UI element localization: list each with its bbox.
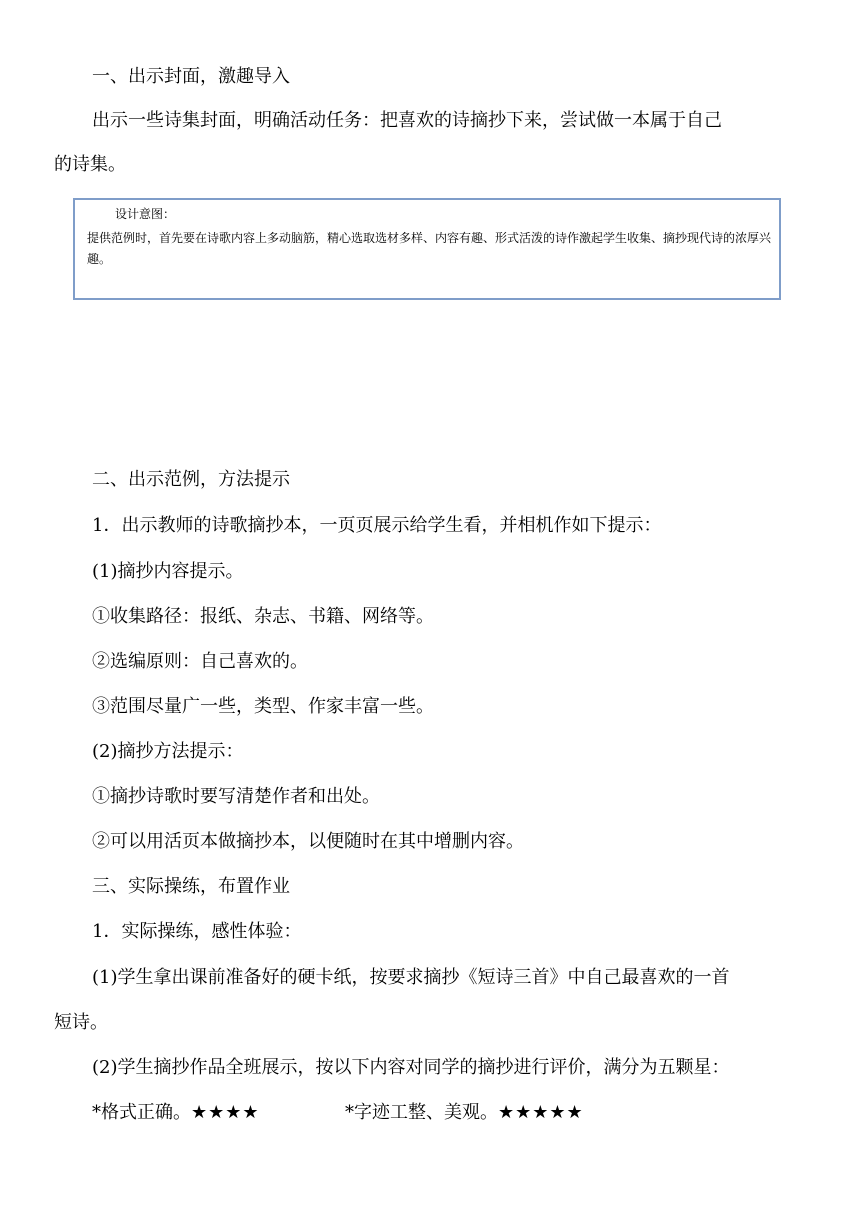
section2-sub1-c: ③范围尽量广一些，类型、作家丰富一些。 [92, 696, 434, 717]
design-note-title: 设计意图： [115, 207, 176, 221]
section2-item1: 1．出示教师的诗歌摘抄本，一页页展示给学生看，并相机作如下提示： [92, 515, 662, 536]
section2-sub1-a: ①收集路径：报纸、杂志、书籍、网络等。 [92, 606, 434, 627]
section3-item1: 1．实际操练，感性体验： [92, 921, 302, 942]
section3-heading: 三、实际操练，布置作业 [92, 876, 290, 897]
section2-sub1-b: ②选编原则：自己喜欢的。 [92, 651, 308, 672]
section1-heading: 一、出示封面，激趣导入 [92, 66, 290, 87]
section2-sub2: (2)摘抄方法提示： [92, 741, 244, 762]
section1-paragraph-line2: 的诗集。 [54, 154, 126, 175]
criteria-item-handwriting [345, 1102, 584, 1124]
criteria-handwriting-text: *字迹工整、美观。 [345, 1102, 498, 1123]
section1-paragraph-line1: 出示一些诗集封面，明确活动任务：把喜欢的诗摘抄下来，尝试做一本属于自己 [92, 110, 722, 131]
design-note-box [73, 198, 781, 300]
section2-sub2-b: ②可以用活页本做摘抄本，以便随时在其中增删内容。 [92, 831, 524, 852]
section3-sub1-line2: 短诗。 [54, 1012, 108, 1033]
design-note-body: 提供范例时，首先要在诗歌内容上多动脑筋，精心选取选材多样、内容有趣、形式活泼的诗作激起学生收集、摘抄现代诗的浓厚兴趣。 [87, 231, 772, 266]
section3-sub1-line1: (1)学生拿出课前准备好的硬卡纸，按要求摘抄《短诗三首》中自己最喜欢的一首 [92, 967, 730, 988]
section3-sub2: (2)学生摘抄作品全班展示，按以下内容对同学的摘抄进行评价，满分为五颗星： [92, 1057, 730, 1078]
criteria-handwriting-stars: ★★★★★ [498, 1102, 584, 1123]
section2-sub2-a: ①摘抄诗歌时要写清楚作者和出处。 [92, 786, 380, 807]
section2-heading: 二、出示范例，方法提示 [92, 469, 290, 490]
criteria-format-text: *格式正确。 [92, 1102, 191, 1123]
criteria-format-stars: ★★★★ [191, 1102, 260, 1123]
section2-sub1: (1)摘抄内容提示。 [92, 561, 244, 582]
